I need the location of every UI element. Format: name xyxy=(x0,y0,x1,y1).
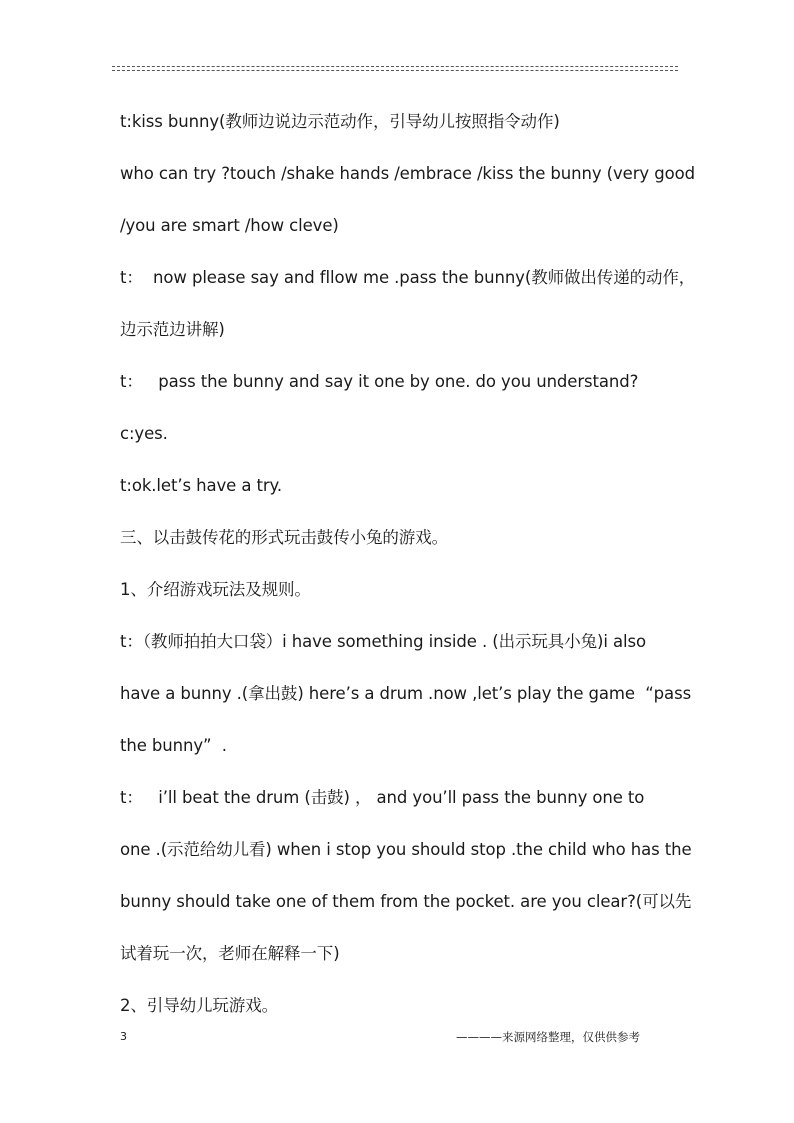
sub-heading: 1、介绍游戏玩法及规则。 xyxy=(120,580,311,599)
text-line: t:ok.let’s have a try. xyxy=(120,476,283,495)
sub-heading: 2、引导幼儿玩游戏。 xyxy=(120,996,278,1015)
section-heading: 三、以击鼓传花的形式玩击鼓传小兔的游戏。 xyxy=(120,528,449,547)
text-line: one .(示范给幼儿看) when i stop you should stop .the child who has the xyxy=(120,840,692,859)
document-body xyxy=(120,104,696,1040)
text-line: 试着玩一次，老师在解释一下) xyxy=(120,944,340,963)
text-line: t： pass the bunny and say it one by one. do you understand? xyxy=(120,372,639,391)
text-line: t：（教师拍拍大口袋）i have something inside . (出示玩具小兔)i also xyxy=(120,632,646,651)
header-rule xyxy=(112,66,678,67)
text-line: bunny should take one of them from the pocket. are you clear?(可以先 xyxy=(120,892,692,911)
text-line: have a bunny .(拿出鼓) here’s a drum .now ,let’s play the game “pass xyxy=(120,684,692,703)
text-line: t： now please say and fllow me .pass the bunny(教师做出传递的动作， xyxy=(120,268,696,287)
text-line: /you are smart /how cleve) xyxy=(120,216,339,235)
text-line: t:kiss bunny(教师边说边示范动作，引导幼儿按照指令动作) xyxy=(120,112,560,131)
text-line: who can try ?touch /shake hands /embrace /kiss the bunny (very good xyxy=(120,164,695,183)
text-line: t： i’ll beat the drum (击鼓) ， and you’ll pass the bunny one to xyxy=(120,788,645,807)
text-line: 边示范边讲解) xyxy=(120,320,225,339)
text-line: the bunny” . xyxy=(120,736,227,755)
text-line: c:yes. xyxy=(120,424,168,443)
page-number: 3 xyxy=(120,1030,127,1043)
footer-note: ————来源网络整理，仅供供参考 xyxy=(456,1030,640,1044)
